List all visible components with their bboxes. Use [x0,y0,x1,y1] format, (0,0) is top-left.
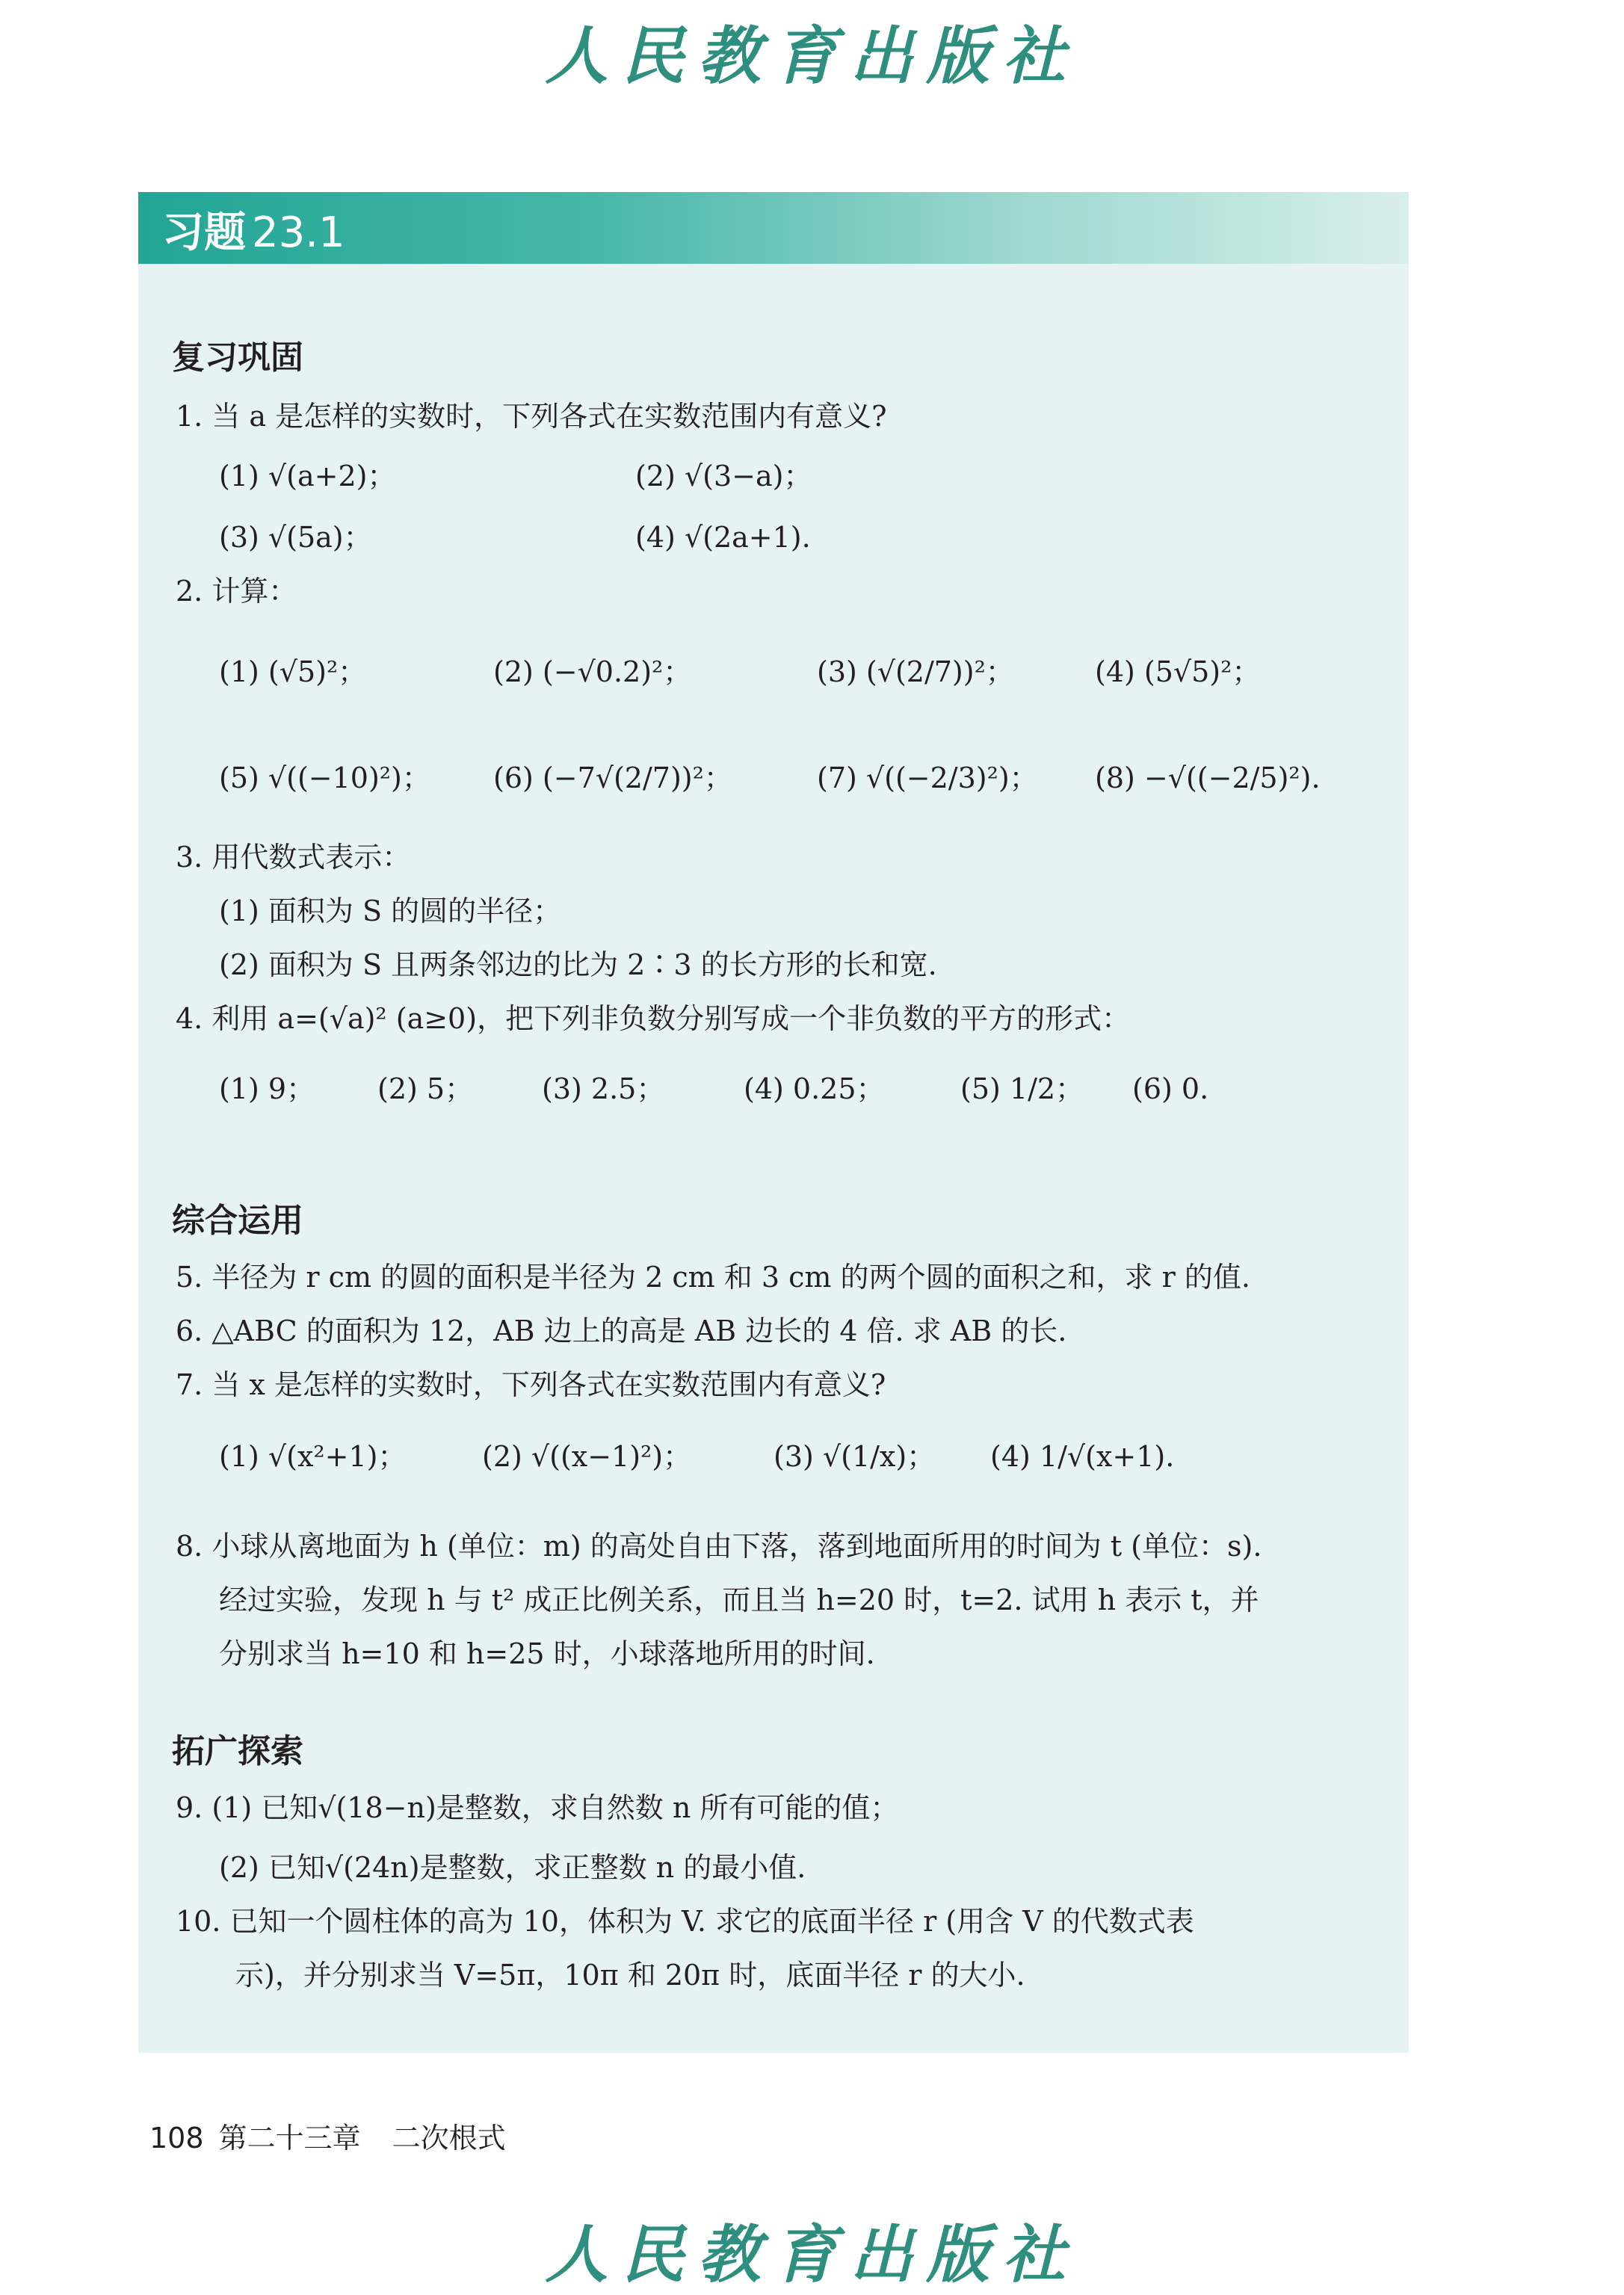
problem-3-stem: 3. 用代数式表示： [176,841,411,874]
problem-1-item-3: (3) √(5a)； [219,521,372,554]
problem-7-item-1: (1) √(x²+1)； [219,1440,407,1473]
problem-4-item-1: (1) 9； [219,1072,315,1105]
problem-3-item-2: (2) 面积为 S 且两条邻边的比为 2∶3 的长方形的长和宽. [219,948,937,981]
problem-7-item-2: (2) √((x−1)²)； [482,1440,692,1473]
page-number: 108 [149,2122,204,2155]
problem-2-item-7: (7) √((−2/3)²)； [817,762,1038,794]
section-explore: 拓广探索 [172,1732,303,1770]
page-footer [149,2115,506,2156]
chapter-label: 第二十三章 [218,2122,361,2155]
problem-10-line-1: 10. 已知一个圆柱体的高为 10，体积为 V. 求它的底面半径 r (用含 V 的代数式表 [176,1905,1194,1938]
problem-2-item-8: (8) −√((−2/5)²). [1095,762,1321,794]
problem-4-item-2: (2) 5； [377,1072,474,1105]
problem-4-stem: 4. 利用 a=(√a)² (a≥0)，把下列非负数分别写成一个非负数的平方的形式： [176,1002,1131,1035]
problem-3-item-1: (1) 面积为 S 的圆的半径； [219,895,562,927]
problem-7-stem: 7. 当 x 是怎样的实数时，下列各式在实数范围内有意义? [176,1368,886,1401]
chapter-title: 二次根式 [392,2122,506,2155]
publisher-logo-top: 人民教育出版社 [545,19,1079,93]
exercise-header [138,192,1409,264]
problem-9-line-1: 9. (1) 已知√(18−n)是整数，求自然数 n 所有可能的值； [176,1791,899,1824]
exercise-title [162,200,345,259]
problem-9-line-2: (2) 已知√(24n)是整数，求正整数 n 的最小值. [219,1851,806,1884]
problem-2-item-3: (3) (√(2/7))²； [817,655,1014,688]
problem-8-line-3: 分别求当 h=10 和 h=25 时，小球落地所用的时间. [219,1637,875,1670]
problem-1-stem: 1. 当 a 是怎样的实数时，下列各式在实数范围内有意义? [176,400,887,433]
publisher-logo-bottom: 人民教育出版社 [545,2217,1079,2291]
problem-2-item-1: (1) (√5)²； [219,655,367,688]
problem-4-item-3: (3) 2.5； [542,1072,665,1105]
problem-10-line-2: 示)，并分别求当 V=5π，10π 和 20π 时，底面半径 r 的大小. [235,1959,1025,1992]
exercise-title-label: 习题 [162,209,246,257]
problem-4-item-5: (5) 1/2； [960,1072,1084,1105]
section-applied: 综合运用 [172,1202,303,1240]
exercise-panel [138,192,1409,2053]
problem-4-item-6: (6) 0. [1132,1072,1209,1105]
problem-1-item-1: (1) √(a+2)； [219,460,396,492]
problem-1-item-4: (4) √(2a+1). [635,521,811,554]
problem-2-stem: 2. 计算： [176,575,297,608]
problem-2-item-6: (6) (−7√(2/7))²； [493,762,732,794]
problem-8-line-2: 经过实验，发现 h 与 t² 成正比例关系，而且当 h=20 时，t=2. 试用 h 表示 t，并 [219,1584,1259,1616]
problem-2-item-5: (5) √((−10)²)； [219,762,430,794]
problem-4-item-4: (4) 0.25； [744,1072,885,1105]
problem-7-item-4: (4) 1/√(x+1). [990,1440,1175,1473]
problem-2-item-4: (4) (5√5)²； [1095,655,1261,688]
problem-1-item-2: (2) √(3−a)； [635,460,812,492]
problem-7-item-3: (3) √(1/x)； [774,1440,936,1473]
problem-5: 5. 半径为 r cm 的圆的面积是半径为 2 cm 和 3 cm 的两个圆的面积之和，求 r 的值. [176,1261,1250,1294]
problem-6: 6. △ABC 的面积为 12，AB 边上的高是 AB 边长的 4 倍. 求 AB 的长. [176,1315,1067,1347]
problem-2-item-2: (2) (−√0.2)²； [493,655,692,688]
section-review: 复习巩固 [172,339,303,377]
problem-8-line-1: 8. 小球从离地面为 h (单位：m) 的高处自由下落，落到地面所用的时间为 t (单位：s). [176,1530,1262,1563]
exercise-number: 23.1 [252,209,345,257]
